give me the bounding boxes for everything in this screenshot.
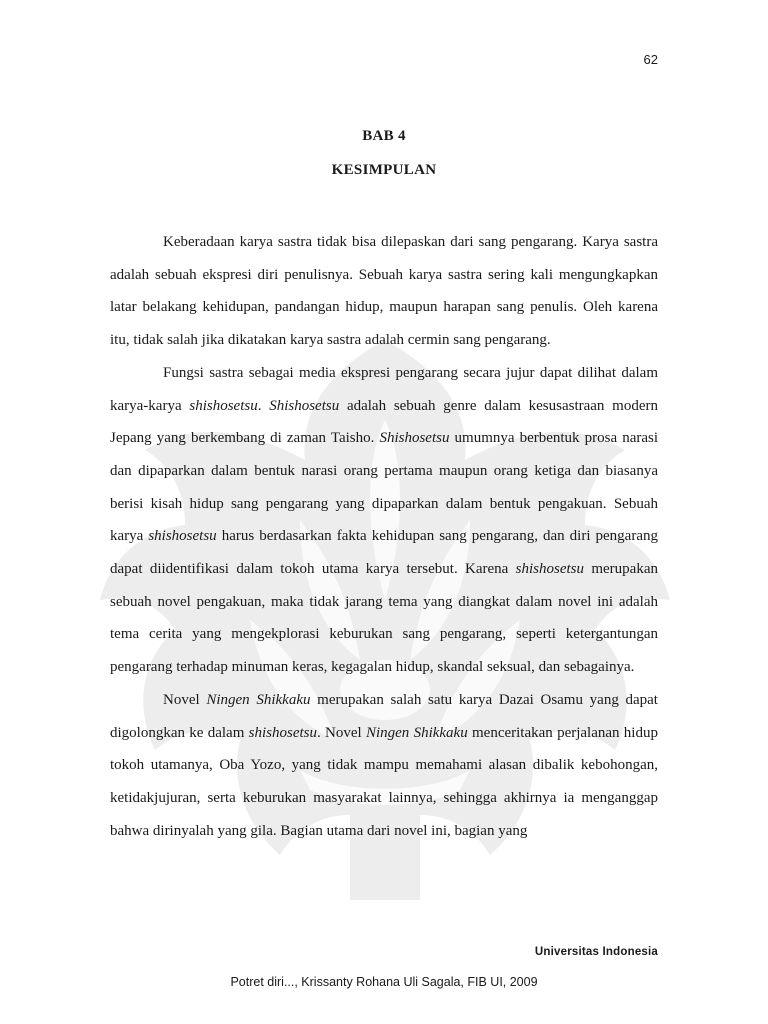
text-run: menceritakan perjalanan hidup tokoh utamanya, Oba Yozo, yang tidak mampu memahami alasan dibalik kebohongan, ketidakjujuran, serta keburukan masyarakat lainnya, sehingga akhirnya ia menganggap bahwa dirinyalah yang gila. Bagian utama dari novel ini, bagian yang: [110, 724, 658, 839]
text-run: . Novel: [316, 724, 366, 741]
paragraph: [110, 684, 658, 848]
body-text: [110, 226, 658, 847]
text-run: merupakan salah satu karya Dazai Osamu yang dapat digolongkan ke dalam: [110, 691, 658, 741]
chapter-title: KESIMPULAN: [331, 162, 437, 178]
text-run: Fungsi sastra sebagai media ekspresi pengarang secara jujur dapat dilihat dalam karya-karya: [110, 364, 658, 414]
italic-term: shishosetsu: [148, 528, 217, 545]
italic-term: Shishosetsu: [269, 397, 340, 414]
page-number: 62: [643, 52, 658, 67]
italic-term: shishosetsu: [189, 397, 258, 414]
text-run: harus berdasarkan fakta kehidupan sang pengarang, dan diri pengarang dapat diidentifikasi dalam tokoh utama karya tersebut. Karena: [110, 528, 658, 578]
text-run: merupakan sebuah novel pengakuan, maka tidak jarang tema yang diangkat dalam novel ini adalah tema cerita yang mengekplorasi keburukan sang pengarang, seperti ketergantungan pengarang terhadap minuman keras, kegagalan hidup, skandal seksual, dan sebagainya.: [110, 561, 658, 676]
chapter-number: BAB 4: [362, 128, 406, 144]
italic-term: shishosetsu: [248, 724, 317, 741]
text-run: Keberadaan karya sastra tidak bisa dilepaskan dari sang pengarang. Karya sastra adalah sebuah ekspresi diri penulisnya. Sebuah karya sastra sering kali mengungkapkan latar belakang kehidupan, pandangan hidup, maupun harapan sang penulis. Oleh karena itu, tidak salah jika dikatakan karya sastra adalah cermin sang pengarang.: [110, 234, 658, 349]
text-run: adalah sebuah genre dalam kesusastraan modern Jepang yang berkembang di zaman Taisho.: [110, 397, 658, 447]
text-run: .: [257, 397, 270, 414]
text-run: Novel: [163, 691, 207, 708]
italic-term: Shishosetsu: [379, 430, 450, 447]
text-run: umumnya berbentuk prosa narasi dan dipaparkan dalam bentuk narasi orang pertama maupun orang ketiga dan biasanya berisi kisah hidup sang pengarang yang dipaparkan dalam bentuk pengakuan. Sebuah karya: [110, 430, 659, 545]
institution-name: Universitas Indonesia: [534, 946, 658, 958]
italic-term: Ningen Shikkaku: [206, 691, 311, 708]
paragraph: [110, 226, 658, 357]
footer-citation: Potret diri..., Krissanty Rohana Uli Sagala, FIB UI, 2009: [230, 975, 538, 989]
italic-term: Ningen Shikkaku: [365, 724, 468, 741]
paragraph: [110, 357, 658, 684]
italic-term: shishosetsu: [515, 561, 585, 578]
